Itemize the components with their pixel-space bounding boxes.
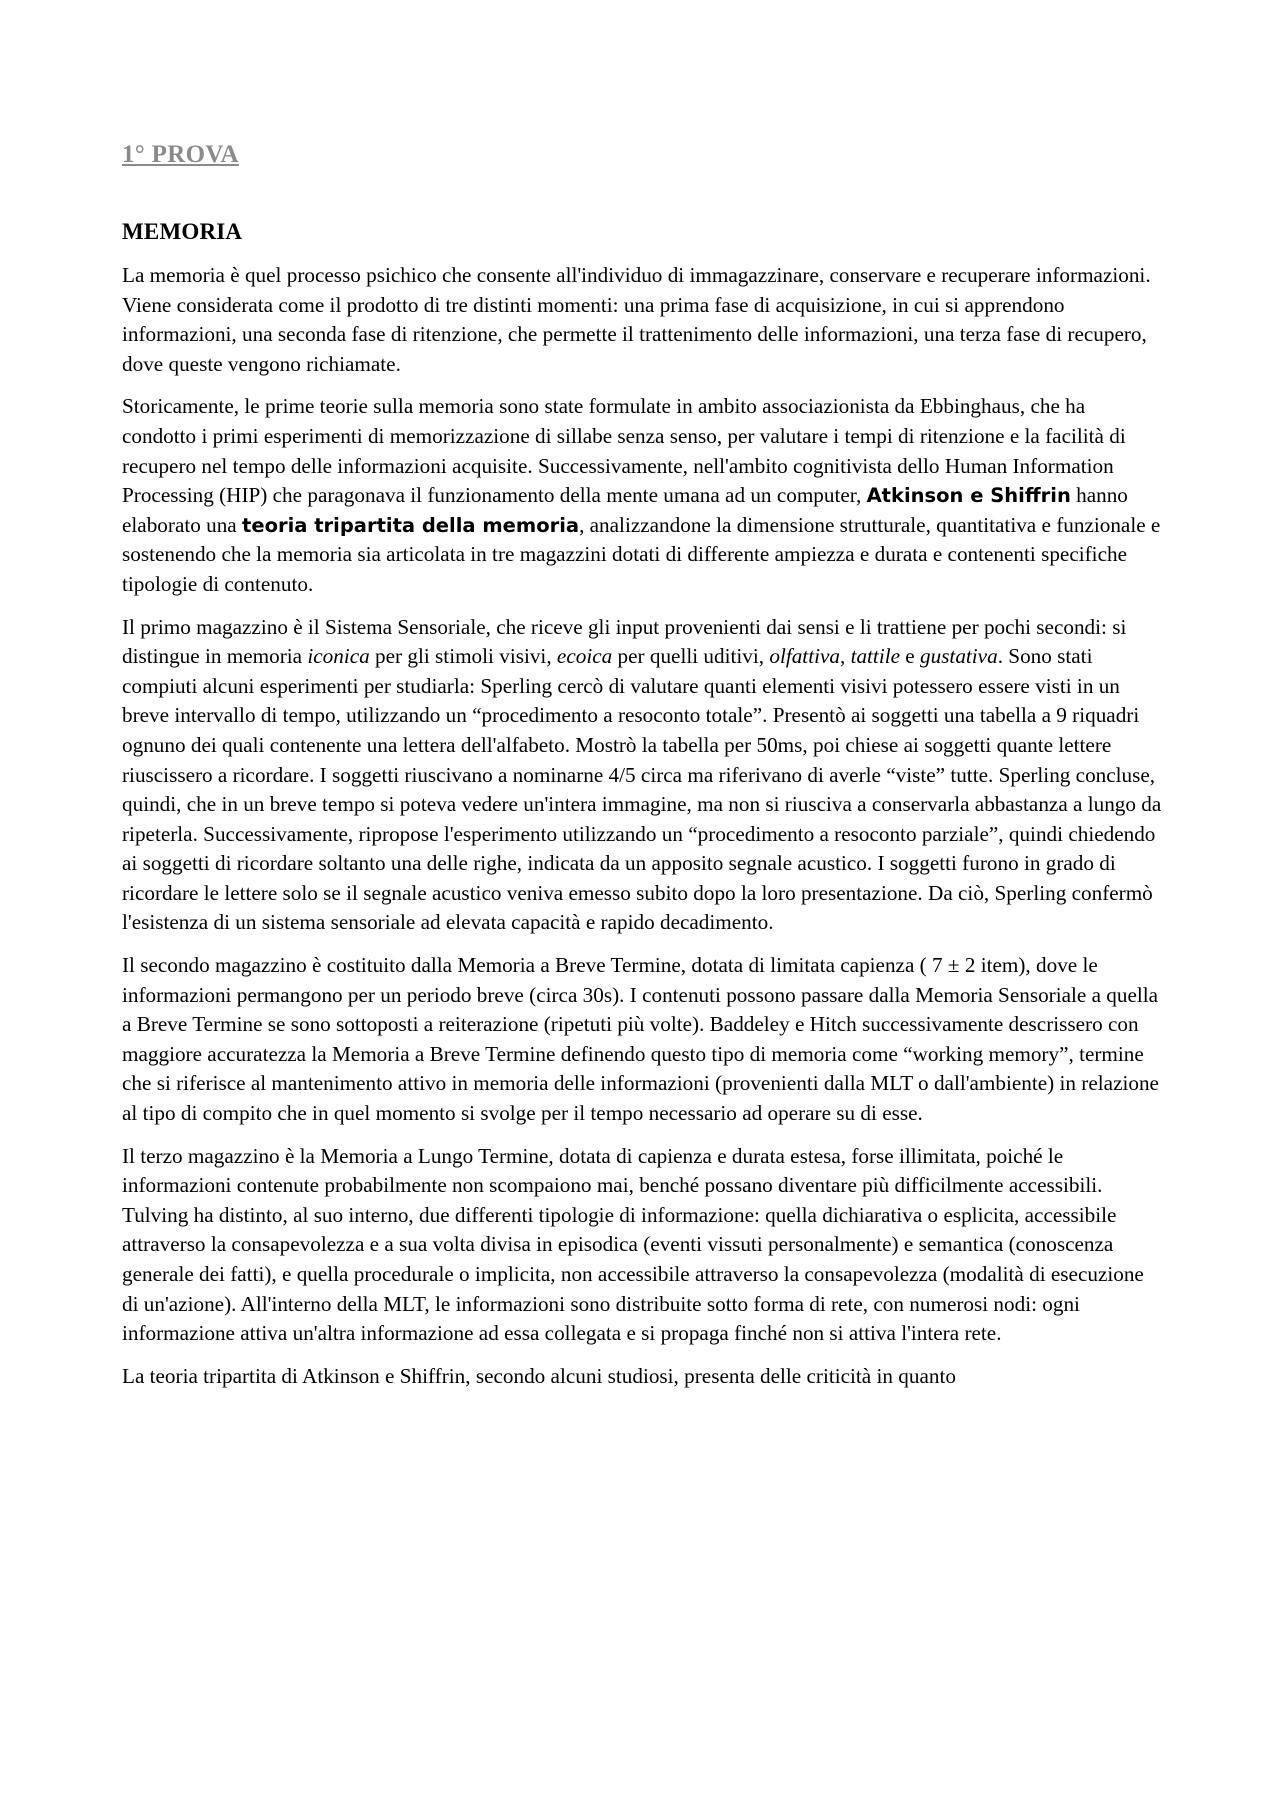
bold-theory: teoria tripartita della memoria [242, 513, 580, 537]
paragraph-long-term-memory: Il terzo magazzino è la Memoria a Lungo Termine, dotata di capienza e durata estesa, forse illimitata, poiché le informazioni contenute probabilmente non scompaiono mai, benché possano diventare più difficilmente accessibili. Tulving ha distinto, al suo interno, due differenti tipologie di informazione: quella dichiarativa o esplicita, accessibile attraverso la consapevolezza e a sua volta divisa in episodica (eventi vissuti personalmente) e semantica (conoscenza generale dei fatti), e quella procedurale o implicita, non accessibile attraverso la consapevolezza (modalità di esecuzione di un'azione). All'interno della MLT, le informazioni sono distribuite sotto forma di rete, con numerosi nodi: ogni informazione attiva un'altra informazione ad essa collegata e si propaga finché non si attiva l'intera rete. [122, 1143, 1144, 1346]
document-heading: 1° PROVA [122, 141, 239, 168]
italic-iconica: iconica [307, 644, 370, 669]
italic-ecoica: ecoica [556, 644, 613, 669]
paragraph-criticism: La teoria tripartita di Atkinson e Shiffrin, secondo alcuni studiosi, presenta delle criticità in quanto [122, 1363, 956, 1388]
document-page [122, 140, 1162, 1391]
paragraph-history: Storicamente, le prime teorie sulla memoria sono state formulate in ambito associazionista da Ebbinghaus, che ha condotto i primi esperimenti di memorizzazione di sillabe senza senso, per valutare i tempi di ritenzione e la facilità di recupero nel tempo delle informazioni acquisite. Successivamente, nell'ambito cognitivista dello Human Information Processing (HIP) che paragonava il funzionamento della mente umana ad un computer, Atkinson e Shiffrin hanno elaborato una teoria tripartita della memoria, analizzandone la dimensione strutturale, quantitativa e funzionale e sostenendo che la memoria sia articolata in tre magazzini dotati di differente ampiezza e durata e contenenti specifiche tipologie di contenuto. [122, 394, 1161, 596]
paragraph-definition: La memoria è quel processo psichico che consente all'individuo di immagazzinare, conservare e recuperare informazioni. Viene considerata come il prodotto di tre distinti momenti: una prima fase di acquisizione, in cui si apprendono informazioni, una seconda fase di ritenzione, che permette il trattenimento delle informazioni, una terza fase di recupero, dove queste vengono richiamate. [122, 263, 1151, 376]
italic-olfattiva: olfattiva [769, 644, 840, 669]
italic-gustativa: gustativa [920, 644, 998, 669]
bold-authors: Atkinson e Shiffrin [866, 484, 1071, 508]
paragraph-short-term-memory: Il secondo magazzino è costituito dalla Memoria a Breve Termine, dotata di limitata capienza ( 7 ± 2 item), dove le informazioni permangono per un periodo breve (circa 30s). I contenuti possono passare dalla Memoria Sensoriale a quella a Breve Termine se sono sottoposti a reiterazione (ripetuti più volte). Baddeley e Hitch successivamente descrissero con maggiore accuratezza la Memoria a Breve Termine definendo questo tipo di memoria come “working memory”, termine che si riferisce al mantenimento attivo in memoria delle informazioni (provenienti dalla MLT o dall'ambiente) in relazione al tipo di compito che in quel momento si svolge per il tempo necessario ad operare su di esse. [122, 953, 1159, 1126]
section-title: MEMORIA [122, 219, 243, 244]
paragraph-sensory-system: Il primo magazzino è il Sistema Sensoriale, che riceve gli input provenienti dai sensi e li trattiene per pochi secondi: si distingue in memoria iconica per gli stimoli visivi, ecoica per quelli uditivi, olfattiva, tattile e gustativa. Sono stati compiuti alcuni esperimenti per studiarla: Sperling cercò di valutare quanti elementi visivi potessero essere visti in un breve intervallo di tempo, utilizzando un “procedimento a resoconto totale”. Presentò ai soggetti una tabella a 9 riquadri ognuno dei quali contenente una lettera dell'alfabeto. Mostrò la tabella per 50ms, poi chiese ai soggetti quante lettere riuscissero a ricordare. I soggetti riuscivano a nominarne 4/5 circa ma riferivano di averle “viste” tutte. Sperling concluse, quindi, che in un breve tempo si poteva vedere un'intera immagine, ma non si riusciva a conservarla abbastanza a lungo da ripeterla. Successivamente, ripropose l'esperimento utilizzando un “procedimento a resoconto parziale”, quindi chiedendo ai soggetti di ricordare soltanto una delle righe, indicata da un apposito segnale acustico. I soggetti furono in grado di ricordare le lettere solo se il segnale acustico veniva emesso subito dopo la loro presentazione. Da ciò, Sperling confermò l'esistenza di un sistema sensoriale ad elevata capacità e rapido decadimento. [122, 614, 1162, 935]
italic-tattile: tattile [850, 644, 900, 669]
